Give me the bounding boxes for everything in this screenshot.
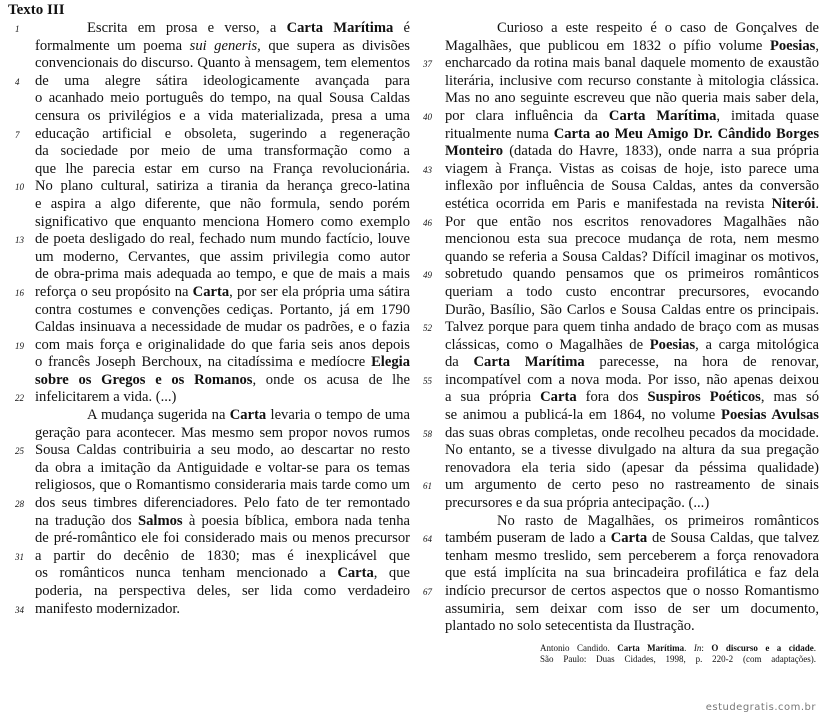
left-text-line: o francês Joseph Berchoux, na citadíssima e medíocre Elegia <box>35 354 410 371</box>
line-number: 64 <box>423 534 432 545</box>
left-text-line: 28 dos seus timbres diferenciadores. Pelo fato de ter remontado <box>15 495 410 512</box>
left-text-line: e aspira a algo diferente, que não formula, sendo porém <box>35 195 410 212</box>
right-text-line: que está implícita na sua brincadeira profilática e faz dela <box>445 565 819 582</box>
right-text-line: 55 incompatível com a nova moda. Por isso, não apenas deixou <box>423 371 819 388</box>
line-number: 43 <box>423 164 432 175</box>
left-text-line: 22 infelicitarem a vida. (...) <box>15 389 177 406</box>
right-text-line: Curioso a este respeito é o caso de Gonçalves de <box>497 20 819 36</box>
right-text-line: estética ocorrida em Paris e manifestada na revista Niterói. <box>445 195 819 212</box>
right-text-line: queriam a todo custo encontrar precursores, evocando <box>445 283 819 300</box>
right-text-line: assumiria, sem deixar com isso de ser um documento, <box>445 600 819 617</box>
right-column <box>423 20 820 636</box>
line-number: 10 <box>15 182 24 193</box>
line-number: 34 <box>15 604 24 615</box>
line-number: 31 <box>15 551 24 562</box>
line-number: 46 <box>423 217 432 228</box>
left-text-line: A mudança sugerida na Carta levaria o tempo de uma <box>87 407 410 424</box>
right-text-line: 40 por clara influência da Carta Marítima, imitada quase <box>423 107 820 124</box>
right-text-line: plantado no solo setecentista da Ilustração. <box>445 618 695 635</box>
citation-line: Antonio Candido. Carta Marítima. In: O discurso e a cidade. <box>540 643 817 653</box>
left-text-line: convencionais do discurso. Quanto à mensagem, tem elementos <box>35 55 410 72</box>
line-number: 1 <box>15 24 20 34</box>
left-text-line: da sociedade por meio de uma transformação como a <box>35 143 410 160</box>
line-number: 4 <box>15 76 20 87</box>
line-number: 55 <box>423 375 432 386</box>
right-text-line: precursores e da sua própria antecipação. (...) <box>445 495 710 512</box>
line-number: 52 <box>423 323 432 334</box>
line-number: 40 <box>423 111 432 122</box>
left-text-line: censura os privilégios e a vida materializada, presa a uma <box>35 107 410 124</box>
left-text-line: 31 a partir do decênio de 1830; mas é inexplicável que <box>15 547 410 564</box>
right-text-line: inflexão por influência de Sousa Caldas, antes da conversão <box>445 178 819 195</box>
right-text-line: literária, inclusive com recurso constante à mitologia clássica. <box>445 72 819 89</box>
right-text-line: 67 indício precursor de certos aspectos que o nosso Romantismo <box>423 583 819 599</box>
right-text-line: 61 um argumento de certo peso no rastreamento de sinais <box>423 477 819 494</box>
right-text-line: 64 também puseram de lado a Carta de Sousa Caldas, que talvez <box>423 530 819 547</box>
text-title: Texto III <box>8 2 65 18</box>
line-number: 19 <box>15 340 24 351</box>
line-number: 22 <box>15 393 24 404</box>
right-text-line: 46 Por que então nos escritos renovadores Magalhães não <box>423 213 819 230</box>
line-number: 61 <box>423 481 432 492</box>
left-text-line: da obra a imitação da Antiguidade e voltar-se para os temas <box>35 459 410 476</box>
line-number: 28 <box>15 499 24 510</box>
left-text-line: de obra-prima mais adequada ao tempo, e que de mais a mais <box>35 266 410 283</box>
right-text-line: clássicas, como o Magalhães de Poesias, a carga mitológica <box>445 336 819 353</box>
left-text-line: poderia, na perspectiva deles, ser lida como verdadeiro <box>35 583 410 599</box>
citation <box>540 643 816 665</box>
left-text-line: formalmente um poema sui generis, que supera as divisões <box>35 37 410 54</box>
left-column <box>15 20 410 618</box>
right-text-line: Durão, Basílio, São Carlos e Sousa Caldas entre os principais. <box>445 301 819 318</box>
right-text-line: 37 encharcado da rotina mais banal daquele momento de exaustão <box>423 55 819 72</box>
right-text-line: tenham mesmo treslido, sem perceberem a força renovadora <box>445 547 819 564</box>
line-number: 58 <box>423 428 432 439</box>
left-text-line: na tradução dos Salmos à poesia bíblica, embora nada tenha <box>35 512 410 529</box>
left-text-line: geração para acontecer. Mas mesmo sem propor novos rumos <box>35 424 410 441</box>
left-text-line: significativo que enquanto menciona Homero como exemplo <box>35 213 410 230</box>
left-text-line: 34 manifesto modernizador. <box>15 600 181 617</box>
line-number: 7 <box>15 129 20 140</box>
right-text-line: No entanto, se a tivesse divulgado na altura da sua pregação <box>445 442 819 459</box>
left-text-line: Caldas insinuava a necessidade de mudar os padrões, e o fazia <box>35 319 410 336</box>
right-text-line: 49 sobretudo quando pensamos que os primeiros românticos <box>423 266 819 283</box>
left-text-line: os românticos nunca tenham mencionado a Carta, que <box>35 565 410 582</box>
left-text-line: sobre os Gregos e os Romanos, onde os acusa de lhe <box>35 371 410 388</box>
citation-line: São Paulo: Duas Cidades, 1998, p. 220-2 (com adaptações). <box>540 653 816 664</box>
line-number: 37 <box>423 59 432 70</box>
right-text-line: 43 viagem à França. Vistas as coisas de hoje, isto parece uma <box>423 160 819 177</box>
right-text-line: mencionou esta sua precoce mudança de rota, nem mesmo <box>445 231 819 248</box>
left-text-line: um moderno, Cervantes, que assim privilegia como autor <box>35 248 410 265</box>
right-text-line: 58 das suas obras completas, onde recolheu pecados da mocidade. <box>423 424 819 441</box>
left-text-line: 10 No plano cultural, satiriza a tirania da herança greco-latina <box>15 178 410 195</box>
line-number: 25 <box>15 446 24 457</box>
left-text-line: 7 educação artificial e obsoleta, sugerindo a regeneração <box>15 125 410 142</box>
left-text-line: 19 com mais força e originalidade do que faria seis anos depois <box>15 336 410 353</box>
right-text-line: No rasto de Magalhães, os primeiros românticos <box>497 512 819 529</box>
line-number: 16 <box>15 287 24 298</box>
left-text-line: contra costumes e convenções cediças. Portanto, já em 1790 <box>35 301 410 318</box>
left-text-line: 4 de uma alegre sátira ideologicamente avançada para <box>15 72 410 89</box>
right-text-line: renovadora ela teria sido (apesar da péssima qualidade) <box>445 459 819 476</box>
right-text-line: da Carta Marítima parecesse, na hora de renovar, <box>445 354 819 371</box>
left-text-line: 1 Escrita em prosa e verso, a Carta Marítima é <box>15 20 410 36</box>
watermark: estudegratis.com.br <box>705 702 816 713</box>
left-text-line: de pré-romântico ele foi considerado mais ou menos precursor <box>35 530 410 547</box>
line-number: 67 <box>423 587 432 597</box>
left-text-line: que lhe parecia estar em curso na França revolucionária. <box>35 160 410 177</box>
left-text-line: religiosos, que o Romantismo consideraria mais tarde como um <box>35 477 410 494</box>
right-text-line: 52 Talvez porque para quem tinha andado de braço com as musas <box>423 319 819 336</box>
right-text-line: se animou a publicá-la em 1864, no volume Poesias Avulsas <box>445 407 819 424</box>
left-text-line: 13 de poeta desligado do real, fechado num mundo factício, louve <box>15 231 410 248</box>
left-text-line: 16 reforça o seu propósito na Carta, por ser ela própria uma sátira <box>15 283 410 300</box>
line-number: 13 <box>15 235 24 246</box>
right-text-line: ritualmente numa Carta ao Meu Amigo Dr. Cândido Borges <box>445 125 819 142</box>
line-number: 49 <box>423 270 432 281</box>
right-text-line: a sua própria Carta fora dos Suspiros Poéticos, mas só <box>445 389 819 406</box>
right-text-line: quando se referia a Sousa Caldas? Difícil imaginar os motivos, <box>445 248 819 265</box>
left-text-line: 25 Sousa Caldas contribuiria a seu modo, ao descartar no resto <box>15 442 410 459</box>
right-text-line: Monteiro (datada do Havre, 1833), onde narra a sua própria <box>445 143 819 160</box>
right-text-line: Mas no ano seguinte escreveu que não queria mais saber dela, <box>445 90 819 107</box>
left-text-line: o acanhado meio português do tempo, na qual Sousa Caldas <box>35 90 410 107</box>
right-text-line: Magalhães, que publicou em 1832 o pífio volume Poesias, <box>445 37 819 54</box>
